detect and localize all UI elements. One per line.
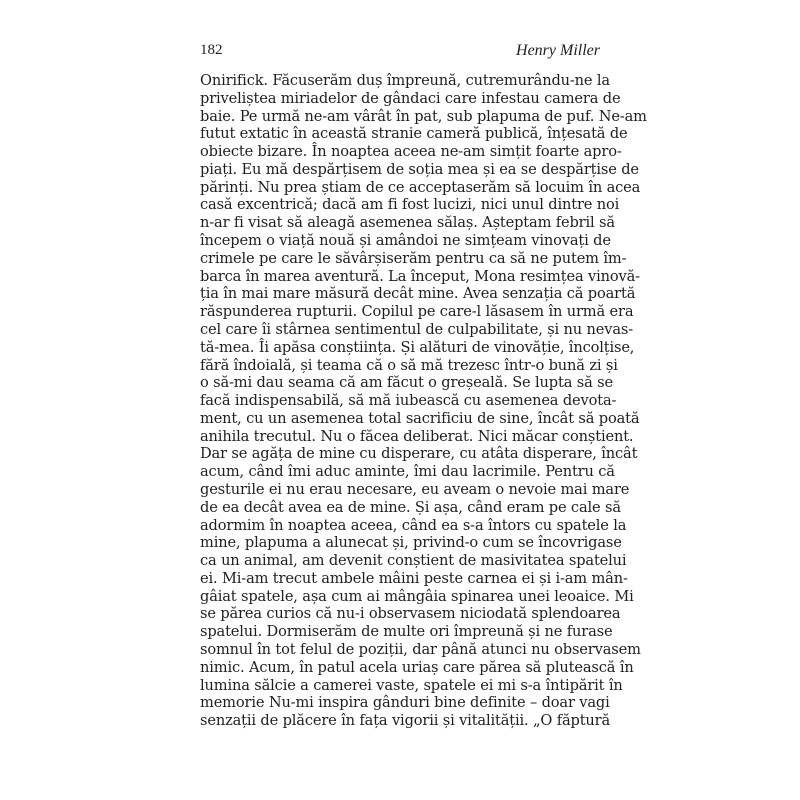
- text-line: anihila trecutul. Nu o făcea deliberat. Nici măcar conștient.: [200, 427, 634, 445]
- text-line: futut extatic în această stranie cameră publică, înțesată de: [200, 125, 628, 143]
- running-head: [200, 42, 600, 62]
- text-line: priveliștea miriadelor de gândaci care infestau camera de: [200, 89, 621, 107]
- text-line: se părea curios că nu-i observasem niciodată splendoarea: [200, 605, 621, 623]
- text-line: lumina sălcie a camerei vaste, spatele ei mi s-a întipărit în: [200, 676, 623, 694]
- text-line: obiecte bizare. În noaptea aceea ne-am simțit foarte apro-: [200, 143, 622, 161]
- running-head-author: Henry Miller: [516, 42, 600, 59]
- text-line: acum, când îmi aduc aminte, îmi dau lacrimile. Pentru că: [200, 463, 615, 481]
- text-line: ția în mai mare măsură decât mine. Avea senzația că poartă: [200, 285, 636, 303]
- text-line: ei. Mi-am trecut ambele mâini peste carnea ei și i-am mân-: [200, 569, 628, 587]
- text-line: mine, plapuma a alunecat și, privind-o cum se încovrigase: [200, 534, 622, 552]
- text-line: părinți. Nu prea știam de ce acceptaserăm să locuim în acea: [200, 178, 641, 196]
- text-line: cel care îi stârnea sentimentul de culpabilitate, și nu nevas-: [200, 320, 634, 338]
- text-line: Onirifick. Făcuserăm duș împreună, cutremurându-ne la: [200, 72, 610, 89]
- book-page: [200, 0, 647, 800]
- text-line: gesturile ei nu erau necesare, eu aveam o nevoie mai mare: [200, 480, 630, 498]
- page-number: 182: [200, 42, 223, 58]
- text-line: senzații de plăcere în fața vigorii și vitalității. „O făptură: [200, 712, 611, 730]
- text-line: nimic. Acum, în patul acela uriaș care părea să plutească în: [200, 658, 634, 676]
- text-line: de ea decât avea ea de mine. Și așa, când eram pe cale să: [200, 498, 621, 516]
- text-line: fără îndoială, și teama că o să mă trezesc într-o bună zi și: [200, 356, 618, 374]
- text-line: tă-mea. Îi apăsa conștiința. Și alături de vinovăție, încolțise,: [200, 338, 635, 356]
- text-line: spatelui. Dormiserăm de multe ori împreună și ne furase: [200, 623, 613, 641]
- text-line: n-ar fi visat să aleagă asemenea sălaș. Așteptam febril să: [200, 214, 615, 232]
- text-line: gâiat spatele, așa cum ai mângâia spinarea unei leoaice. Mi: [200, 587, 634, 605]
- text-line: baie. Pe urmă ne-am vârât în pat, sub plapuma de puf. Ne-am: [200, 107, 647, 125]
- text-line: adormim în noaptea aceea, când ea s-a întors cu spatele la: [200, 516, 627, 534]
- text-line: piați. Eu mă despărțisem de soția mea și ea se despărțise de: [200, 160, 639, 178]
- text-line: începem o viață nouă și amândoi ne simțeam vinovați de: [200, 232, 611, 250]
- text-line: răspunderea rupturii. Copilul pe care-l lăsasem în urmă era: [200, 303, 634, 321]
- text-line: o să-mi dau seama că am făcut o greșeală. Se lupta să se: [200, 374, 613, 392]
- text-line: ca un animal, am devenit conștient de masivitatea spatelui: [200, 552, 627, 570]
- text-line: memorie Nu-mi inspira gânduri bine definite – doar vagi: [200, 694, 610, 712]
- text-line: Dar se agăța de mine cu disperare, cu atâta disperare, încât: [200, 445, 638, 463]
- text-line: casă excentrică; dacă am fi fost lucizi, nici unul dintre noi: [200, 196, 620, 214]
- text-line: somnul în tot felul de poziții, dar până atunci nu observasem: [200, 641, 641, 658]
- text-line: crimele pe care le săvârșiserăm pentru ca să ne putem îm-: [200, 249, 627, 267]
- body-text: [200, 72, 647, 730]
- text-line: facă indispensabilă, să mă iubească cu asemenea devota-: [200, 392, 617, 410]
- text-line: ment, cu un asemenea total sacrificiu de sine, încât să poată: [200, 409, 640, 427]
- text-line: barca în marea aventură. La început, Mona resimțea vinovă-: [200, 267, 640, 285]
